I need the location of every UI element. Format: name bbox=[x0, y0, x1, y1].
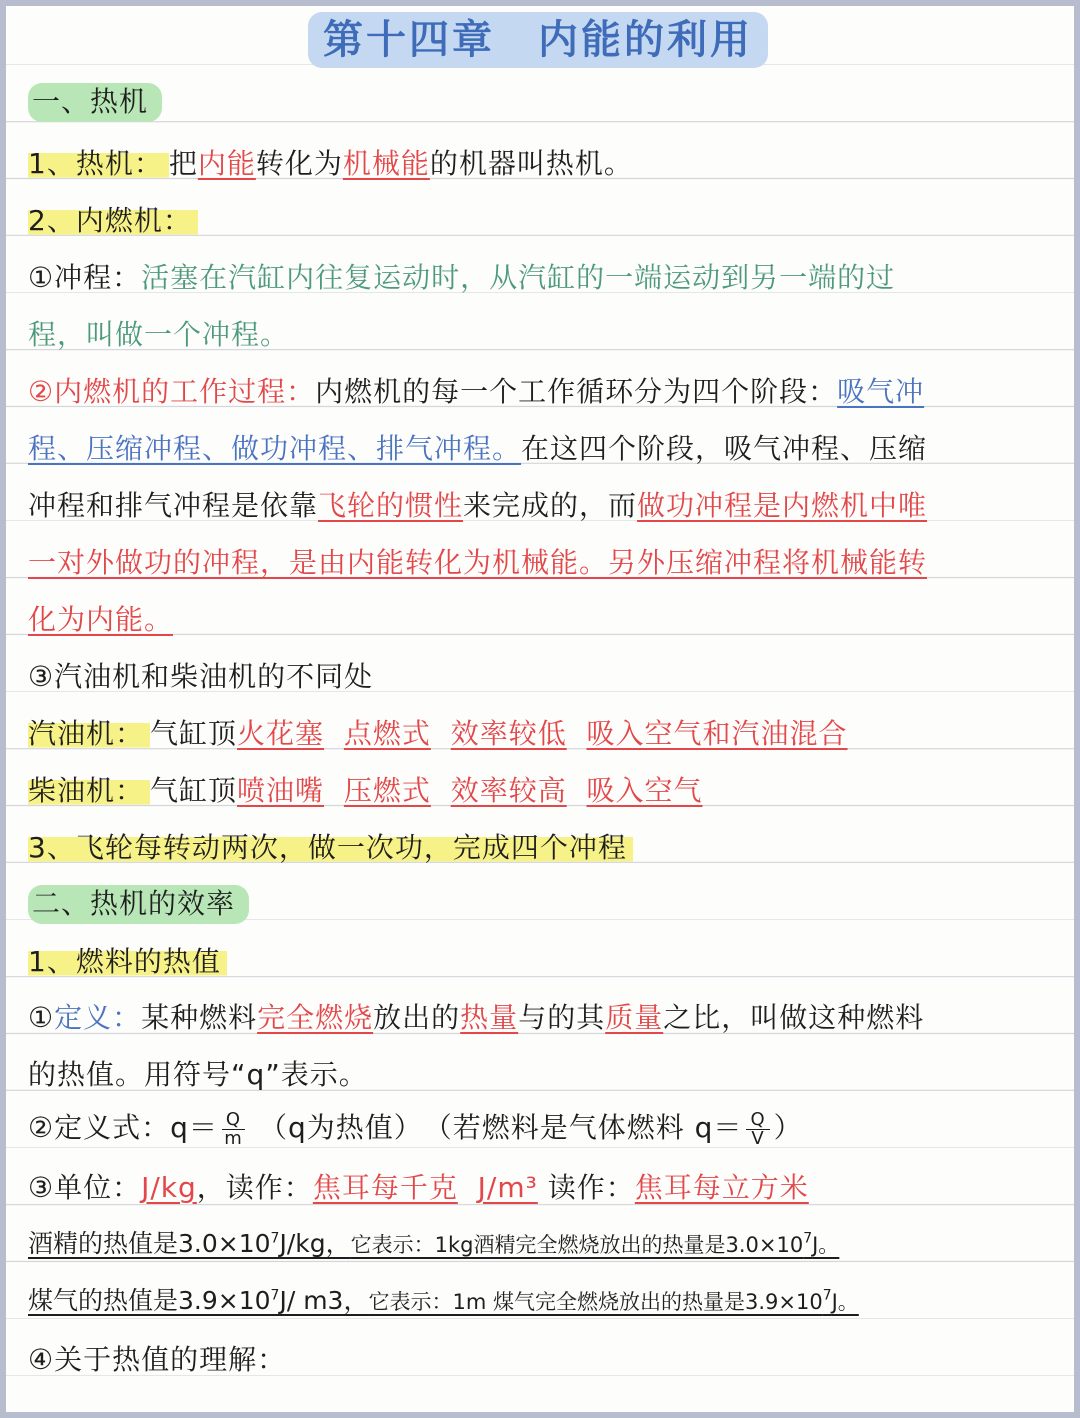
internal-combustion-engine-heading: 2、内燃机： bbox=[28, 199, 198, 239]
coal-gas-heat-value: 煤气的热值是$3.9\times 10^7J/$ m3，它表示：1m 煤气完全燃烧放出的热量是$3.9\times 10^7J$。 bbox=[28, 1286, 859, 1315]
heat-value-definition-cont: 的热值。用符号“q”表示。 bbox=[28, 1058, 368, 1091]
heat-engine-definition: 1、热机： 把内能转化为机械能的机器叫热机。 bbox=[28, 147, 633, 180]
four-strokes: 程、压缩冲程、做功冲程、排气冲程。 bbox=[28, 432, 522, 465]
notes-page bbox=[6, 6, 1074, 1412]
fraction-q-over-v: $\frac{Q}{V}$ bbox=[746, 1111, 769, 1148]
heat-value-definition: ①定义：某种燃料完全燃烧放出的热量与的其质量之比，叫做这种燃料 bbox=[28, 1001, 925, 1034]
working-process-line4: 一对外做功的冲程，是由内能转化为机械能。另外压缩冲程将机械能转 bbox=[28, 546, 928, 579]
working-process: ②内燃机的工作过程：内燃机的每一个工作循环分为四个阶段：吸气冲 bbox=[28, 375, 925, 408]
gasoline-engine-row: 汽油机： 气缸顶火花塞 点燃式 效率较低 吸入空气和汽油混合 bbox=[28, 717, 848, 750]
differences-heading: ③汽油机和柴油机的不同处 bbox=[28, 660, 374, 693]
alcohol-heat-value: 酒精的热值是$3.0\times 10^7J/kg$，它表示：1kg酒精完全燃烧放出的热量是$3.0\times 10^7J$。 bbox=[28, 1229, 840, 1258]
stroke-label: ①冲程： bbox=[28, 261, 142, 294]
fuel-heat-value-heading: 1、燃料的热值 bbox=[28, 940, 227, 980]
formula-row: ②定义式：q＝ $\frac{Q}{m}$ （q为热值） （若燃料是气体燃料 q＝ $\frac{Q}{V}$ ） bbox=[28, 1108, 803, 1149]
term-mechanical-energy: 机械能 bbox=[342, 147, 430, 180]
working-process-line5: 化为内能。 bbox=[28, 603, 174, 636]
heat-value-understanding: ④关于热值的理解： bbox=[28, 1343, 287, 1376]
process-label: ②内燃机的工作过程： bbox=[28, 375, 316, 408]
item-label: 1、热机： bbox=[28, 147, 169, 180]
stroke-definition-cont: 程，叫做一个冲程。 bbox=[28, 318, 290, 351]
section-heading-heat-engine: 一、热机 bbox=[28, 80, 162, 120]
working-process-line3: 冲程和排气冲程是依靠飞轮的惯性来完成的，而做功冲程是内燃机中唯 bbox=[28, 489, 928, 522]
page-title: 第十四章 内能的利用 bbox=[308, 12, 768, 68]
flywheel-note: 3、飞轮每转动两次，做一次功，完成四个冲程 bbox=[28, 826, 633, 866]
stroke-definition: ①冲程：活塞在汽缸内往复运动时，从汽缸的一端运动到另一端的过 bbox=[28, 261, 896, 294]
unit-row: ③单位：J/kg，读作：焦耳每千克 J/m³ 读作：焦耳每立方米 bbox=[28, 1171, 809, 1204]
flywheel-inertia: 飞轮的惯性 bbox=[318, 489, 464, 522]
working-process-line2: 程、压缩冲程、做功冲程、排气冲程。在这四个阶段，吸气冲程、压缩 bbox=[28, 432, 928, 465]
fraction-q-over-m: $\frac{Q}{m}$ bbox=[222, 1111, 245, 1148]
diesel-engine-row: 柴油机： 气缸顶喷油嘴 压燃式 效率较高 吸入空气 bbox=[28, 774, 703, 807]
term-internal-energy: 内能 bbox=[197, 147, 256, 180]
section-heading-efficiency: 二、热机的效率 bbox=[28, 882, 249, 922]
